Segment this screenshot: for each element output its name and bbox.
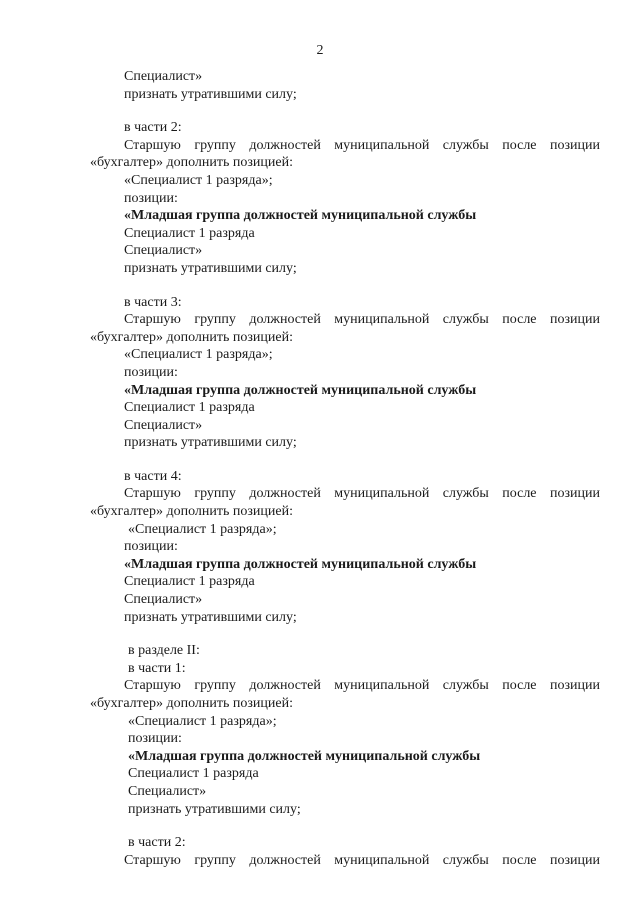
word: службы bbox=[442, 852, 489, 868]
word: Старшую bbox=[124, 137, 181, 153]
text-line: «Специалист 1 разряда»; bbox=[124, 172, 273, 188]
word: группу bbox=[194, 852, 236, 868]
section-heading: в части 3: bbox=[124, 294, 182, 310]
text-line: позиции: bbox=[128, 731, 182, 747]
word: позиции bbox=[549, 312, 600, 328]
text-line: признать утратившими силу; bbox=[124, 260, 297, 276]
word: позиции bbox=[549, 678, 600, 694]
word: должностей bbox=[249, 312, 321, 328]
document-body bbox=[0, 68, 640, 869]
section-heading: в части 2: bbox=[124, 120, 182, 136]
word: группу bbox=[194, 486, 236, 502]
bold-line: «Младшая группа должностей муниципальной службы bbox=[124, 556, 477, 572]
bold-line: «Младшая группа должностей муниципальной службы bbox=[128, 748, 481, 764]
word: должностей bbox=[249, 852, 321, 868]
word: позиции bbox=[549, 486, 600, 502]
word: Старшую bbox=[124, 486, 181, 502]
justified-line bbox=[0, 677, 640, 695]
text-line: позиции: bbox=[124, 190, 178, 206]
word: группу bbox=[194, 137, 236, 153]
text-line: «Специалист 1 разряда»; bbox=[128, 713, 277, 729]
text-line: Специалист» bbox=[124, 69, 203, 84]
text-line: Специалист» bbox=[124, 417, 203, 433]
word: после bbox=[502, 312, 537, 328]
text-line: признать утратившими силу; bbox=[124, 86, 297, 102]
section-heading: в части 2: bbox=[128, 835, 186, 851]
text-line: позиции: bbox=[124, 364, 178, 380]
text-line: позиции: bbox=[124, 539, 178, 555]
text-line: признать утратившими силу; bbox=[124, 435, 297, 451]
text-line: «бухгалтер» дополнить позицией: bbox=[90, 696, 293, 711]
text-line: Специалист» bbox=[124, 592, 203, 608]
word: службы bbox=[442, 678, 489, 694]
word: после bbox=[502, 486, 537, 502]
section-heading: в части 4: bbox=[124, 468, 182, 484]
word: муниципальной bbox=[334, 486, 430, 502]
word: должностей bbox=[249, 678, 321, 694]
justified-line bbox=[0, 485, 640, 503]
text-line: Специалист 1 разряда bbox=[124, 225, 255, 241]
text-line: Специалист» bbox=[124, 243, 203, 259]
word: муниципальной bbox=[334, 678, 430, 694]
word: после bbox=[502, 852, 537, 868]
word: службы bbox=[442, 312, 489, 328]
word: группу bbox=[194, 678, 236, 694]
text-line: признать утратившими силу; bbox=[124, 609, 297, 625]
text-line: «Специалист 1 разряда»; bbox=[128, 521, 277, 537]
word: службы bbox=[442, 486, 489, 502]
text-line: Специалист 1 разряда bbox=[124, 400, 255, 416]
bold-line: «Младшая группа должностей муниципальной службы bbox=[124, 208, 477, 224]
word: службы bbox=[442, 137, 489, 153]
text-line: Специалист» bbox=[128, 783, 207, 799]
word: должностей bbox=[249, 486, 321, 502]
text-line: «бухгалтер» дополнить позицией: bbox=[90, 155, 293, 171]
word: после bbox=[502, 137, 537, 153]
word: Старшую bbox=[124, 678, 181, 694]
section-heading: в части 1: bbox=[128, 660, 186, 676]
justified-line bbox=[0, 137, 640, 155]
section-heading: в разделе II: bbox=[128, 643, 200, 659]
page-number: 2 bbox=[316, 43, 324, 58]
text-line: признать утратившими силу; bbox=[128, 801, 301, 817]
text-line: «Специалист 1 разряда»; bbox=[124, 347, 273, 363]
word: после bbox=[502, 678, 537, 694]
word: муниципальной bbox=[334, 852, 430, 868]
text-line: «бухгалтер» дополнить позицией: bbox=[90, 504, 293, 520]
word: позиции bbox=[549, 852, 600, 868]
word: муниципальной bbox=[334, 312, 430, 328]
word: Старшую bbox=[124, 312, 181, 328]
justified-line bbox=[0, 311, 640, 329]
word: Старшую bbox=[124, 852, 181, 868]
word: позиции bbox=[549, 137, 600, 153]
justified-line bbox=[0, 852, 640, 870]
text-line: «бухгалтер» дополнить позицией: bbox=[90, 329, 293, 345]
text-line: Специалист 1 разряда bbox=[124, 574, 255, 590]
bold-line: «Младшая группа должностей муниципальной службы bbox=[124, 382, 477, 398]
word: должностей bbox=[249, 137, 321, 153]
word: муниципальной bbox=[334, 137, 430, 153]
text-line: Специалист 1 разряда bbox=[128, 766, 259, 782]
word: группу bbox=[194, 312, 236, 328]
